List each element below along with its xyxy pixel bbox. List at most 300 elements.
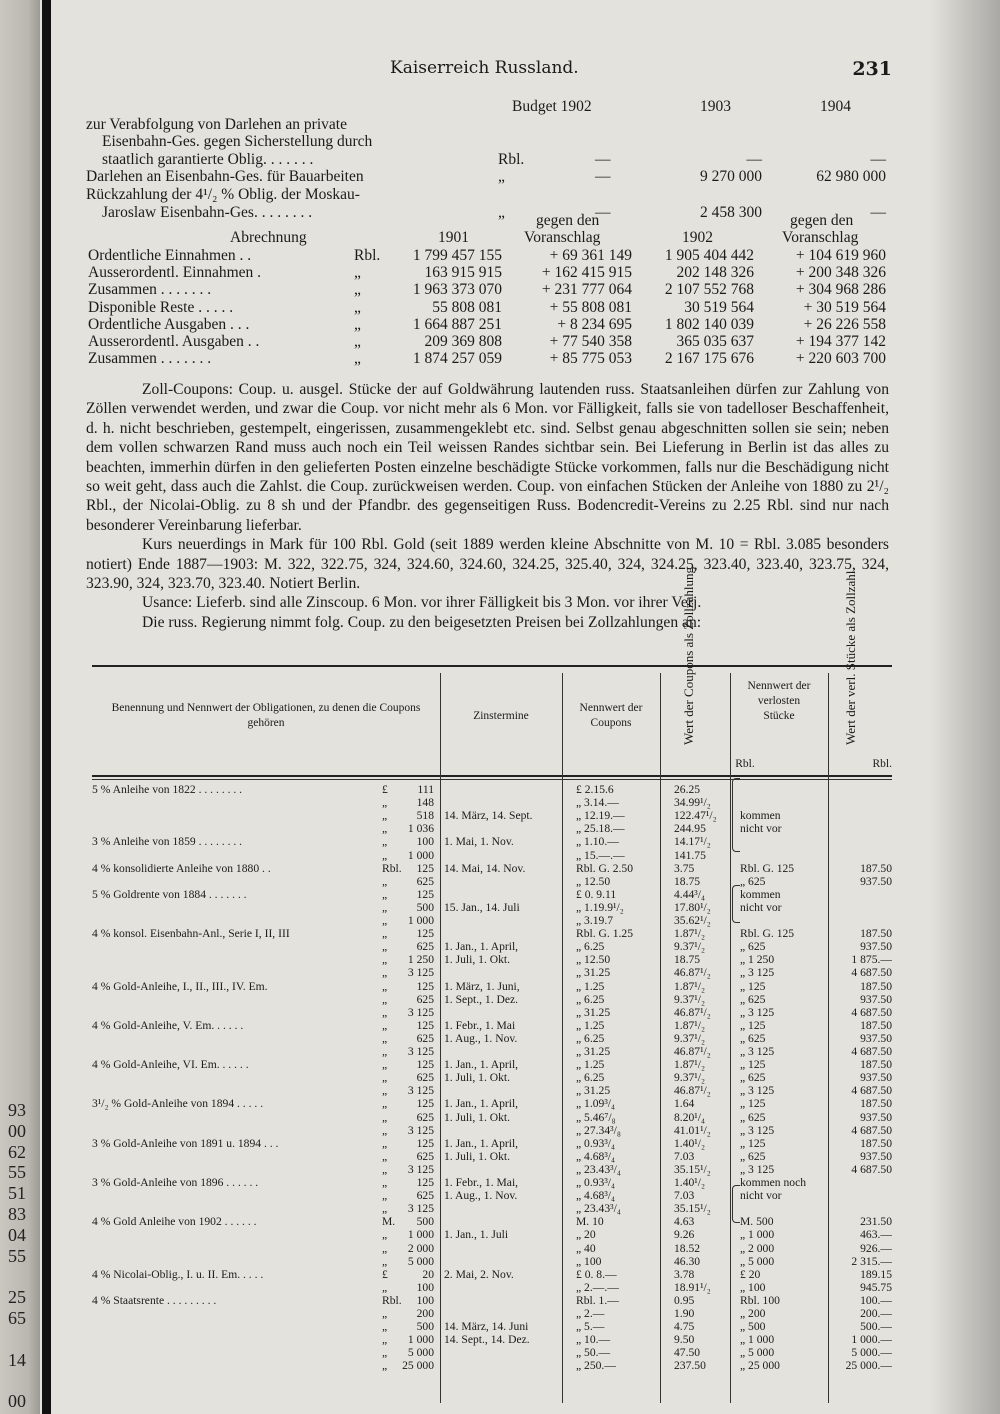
table-row — [92, 863, 892, 875]
budget-row — [60, 151, 930, 169]
cell-wert-zoll: 46.87¹/₂ — [674, 966, 711, 980]
cell-currency: Rbl. — [382, 861, 402, 875]
abrechnung-row-label: Ordentliche Einnahmen . . — [88, 247, 252, 264]
cell-currency: „ — [382, 940, 388, 954]
cell-nennwert-coupon: £ 0. 9.11 — [576, 887, 617, 901]
cell-nennwert-verlost: „ 5 000 — [740, 1254, 775, 1268]
cell-nennwert-oblig: 125 — [416, 1176, 434, 1189]
cell-benennung: 4 % konsolidierte Anleihe von 1880 . . — [92, 861, 271, 875]
gegen2-line-b: Voranschlag — [782, 229, 859, 246]
abrechnung-row-unit: „ — [354, 315, 361, 333]
cell-nennwert-oblig: 125 — [416, 1018, 434, 1032]
cell-nennwert-verlost: „ 1 000 — [740, 1228, 775, 1242]
cell-nennwert-verlost: kommen — [740, 809, 781, 823]
facing-page-strip — [0, 0, 40, 1414]
cell-nennwert-coupon: „ 0.93³/₄ — [576, 1136, 616, 1150]
cell-currency: „ — [382, 992, 388, 1006]
budget-row — [60, 116, 930, 134]
cell-benennung: 3¹/₂ % Gold-Anleihe von 1894 . . . . . — [92, 1097, 264, 1111]
cell-zinstermine: 1. Mai, 1. Nov. — [444, 835, 514, 849]
cell-wert-verl: 2 315.— — [851, 1254, 892, 1268]
cell-nennwert-coupon: „ 10.— — [576, 1333, 611, 1347]
cell-nennwert-oblig: 100 — [416, 835, 434, 849]
margin-number: 93 — [8, 1100, 26, 1120]
abrechnung-row-1901: 1 664 887 251 — [412, 315, 502, 333]
cell-currency: „ — [382, 1333, 388, 1347]
cell-wert-zoll: 14.17¹/₂ — [674, 835, 711, 849]
col-1901: 1901 — [438, 229, 469, 246]
cell-nennwert-oblig: 25 000 — [402, 1359, 434, 1373]
cell-zinstermine: 1. Febr., 1. Mai, — [444, 1176, 519, 1189]
cell-currency: £ — [382, 783, 388, 796]
abrechnung-row-g2: + 30 519 564 — [803, 298, 886, 316]
cell-currency: „ — [382, 1084, 388, 1098]
cell-nennwert-verlost: „ 125 — [740, 1058, 766, 1072]
table-row — [92, 1203, 892, 1215]
cell-nennwert-coupon: „ 1.09³/₄ — [576, 1097, 616, 1111]
margin-number: 83 — [8, 1203, 26, 1224]
cell-wert-zoll: 35.62¹/₂ — [674, 914, 711, 927]
cell-currency: „ — [382, 927, 388, 941]
cell-zinstermine: 1. Juli, 1. Okt. — [444, 1149, 511, 1163]
cell-nennwert-oblig: 148 — [416, 796, 434, 810]
table-row — [92, 1295, 892, 1307]
cell-nennwert-oblig: 125 — [416, 927, 434, 941]
cell-nennwert-oblig: 125 — [416, 979, 434, 993]
table-row — [92, 1033, 892, 1045]
cell-wert-verl: 937.50 — [860, 1149, 892, 1163]
cell-wert-zoll: 141.75 — [674, 848, 706, 862]
cell-nennwert-coupon: „ 2.— — [576, 1307, 605, 1320]
cell-nennwert-coupon: „ 31.25 — [576, 966, 611, 980]
cell-zinstermine: 1. Jan., 1. April, — [444, 1058, 519, 1072]
cell-nennwert-oblig: 625 — [416, 1110, 434, 1124]
cell-nennwert-oblig: 2 000 — [407, 1241, 434, 1255]
table-row — [92, 1125, 892, 1137]
cell-wert-verl: 1 875.— — [851, 953, 892, 967]
abrechnung-row-1901: 55 808 081 — [432, 298, 502, 316]
cell-nennwert-coupon: „ 6.25 — [576, 1031, 605, 1045]
cell-wert-zoll: 9.50 — [674, 1333, 695, 1347]
abrechnung-row-unit: „ — [354, 264, 361, 282]
abrechnung-row-g1: + 162 415 915 — [541, 264, 632, 282]
cell-zinstermine: 14. März, 14. Juni — [444, 1320, 529, 1334]
abrechnung-header-top — [60, 212, 930, 229]
cell-currency: „ — [382, 1071, 388, 1085]
cell-nennwert-coupon: M. 10 — [576, 1215, 604, 1229]
cell-zinstermine: 1. Juli, 1. Okt. — [444, 1071, 511, 1085]
cell-nennwert-verlost: „ 1 250 — [740, 953, 775, 967]
cell-nennwert-oblig: 20 — [422, 1267, 434, 1281]
cell-wert-zoll: 18.75 — [674, 953, 701, 967]
cell-currency: „ — [382, 1228, 388, 1242]
cell-nennwert-oblig: 125 — [416, 887, 434, 901]
cell-zinstermine: 1. Juli, 1. Okt. — [444, 953, 511, 967]
cell-wert-verl: 937.50 — [860, 1110, 892, 1124]
cell-benennung: 3 % Anleihe von 1859 . . . . . . . . — [92, 835, 243, 849]
cell-currency: „ — [382, 1058, 388, 1072]
budget-row-v2: — — [746, 150, 762, 168]
cell-currency: „ — [382, 1359, 388, 1373]
table-row — [92, 967, 892, 979]
cell-nennwert-oblig: 3 125 — [407, 1045, 434, 1058]
cell-zinstermine: 1. Jan., 1. April, — [444, 1136, 519, 1150]
cell-nennwert-oblig: 5 000 — [407, 1346, 434, 1360]
paragraph-regierung: Die russ. Regierung nimmt folg. Coup. zu den beigesetzten Preisen bei Zollzahlungen an: — [142, 613, 702, 631]
cell-currency: „ — [382, 914, 388, 927]
cell-currency: „ — [382, 1045, 388, 1058]
table-row — [92, 1072, 892, 1084]
cell-nennwert-coupon: „ 23.43³/₄ — [576, 1162, 621, 1176]
cell-zinstermine: 1. Jan., 1. Juli — [444, 1228, 509, 1242]
abrechnung-row-unit: „ — [354, 350, 361, 368]
margin-number: 00 — [8, 1120, 26, 1141]
cell-wert-zoll: 237.50 — [674, 1359, 706, 1373]
cell-nennwert-verlost: „ 1 000 — [740, 1333, 775, 1347]
cell-nennwert-coupon: „ 3.14.— — [576, 796, 619, 810]
cell-wert-verl: 926.— — [860, 1241, 892, 1255]
cell-nennwert-coupon: „ 25.18.— — [576, 822, 625, 836]
cell-nennwert-oblig: 111 — [417, 783, 434, 796]
cell-nennwert-coupon: „ 3.19.7 — [576, 914, 614, 927]
abrechnung-row — [60, 316, 930, 333]
cell-wert-zoll: 46.87¹/₂ — [674, 1084, 711, 1098]
zoll-coupons-text — [86, 380, 889, 632]
cell-benennung: 4 % Staatsrente . . . . . . . . . — [92, 1293, 217, 1307]
paragraph-zoll-coupons: Zoll-Coupons: Coup. u. ausgel. Stücke der auf Goldwährung lautenden russ. Staatsanleihen dürfen zur Zahlung von Zöllen verwendet werden, und zwar die Coup. vor nicht mehr als 6 Mon. vor Fälligkeit, falls sie von tadelloser Beschaffenheit, d. h. nicht beschrieben, gestempelt, eingerissen, zusammengeklebt etc. sind. Selbst genau abgeschnitten sollen sie sein; neben dem vollen schwarzen Rand muss auch noch ein Teil weissen Randes sichtbar sein. Bei Lieferung in Berlin ist das alles zu beachten, immerhin dürfen in den gelieferten Posten einzelne beschädigte Stücke vorkommen, falls nur die Beschädigung nicht so weit geht, dass auch die Zahlst. die Coup. zurückweisen werden. Coup. von einfachen Stücken der Anleihe von 1880 zu 2¹/₂ Rbl., der Nicolai-Oblig. zu 8 sh und der Pfandbr. des gegenseitigen Russ. Bodencredit-Vereins zu 2.25 Rbl. sind nur nach besonderer Vereinbarung lieferbar. — [86, 381, 889, 534]
cell-wert-zoll: 18.75 — [674, 874, 701, 888]
cell-currency: „ — [382, 1018, 388, 1032]
margin-number: 55 — [8, 1162, 26, 1183]
budget-row-v1: — — [595, 168, 611, 186]
cell-nennwert-oblig: 500 — [416, 900, 434, 914]
cell-nennwert-coupon: „ 15.—.— — [576, 848, 625, 862]
table-row — [92, 1347, 892, 1359]
table-row — [92, 1112, 892, 1124]
abrechnung-row — [60, 350, 930, 367]
running-head — [60, 58, 940, 82]
cell-wert-verl: 4 687.50 — [851, 1084, 892, 1098]
cell-nennwert-verlost: „ 3 125 — [740, 966, 775, 980]
cell-benennung: 4 % Gold-Anleihe, VI. Em. . . . . . — [92, 1058, 249, 1072]
cell-wert-zoll: 4.63 — [674, 1215, 695, 1229]
cell-currency: „ — [382, 1320, 388, 1334]
cell-nennwert-verlost: M. 500 — [740, 1215, 774, 1229]
cell-nennwert-verlost: „ 625 — [740, 1149, 766, 1163]
table-row — [92, 1098, 892, 1110]
abrechnung-row — [60, 281, 930, 298]
cell-nennwert-coupon: „ 1.10.— — [576, 835, 619, 849]
header-zinstermine: Zinstermine — [473, 710, 529, 722]
budget-header-row — [60, 98, 930, 116]
budget-col-1902: Budget 1902 — [512, 98, 592, 115]
cell-wert-verl: 25 000.— — [845, 1359, 892, 1373]
cell-nennwert-coupon: Rbl. G. 2.50 — [576, 861, 634, 875]
table-row — [92, 1243, 892, 1255]
table-row — [92, 981, 892, 993]
cell-nennwert-oblig: 125 — [416, 1097, 434, 1111]
table-row — [92, 850, 892, 862]
budget-row-text: zur Verabfolgung von Darlehen an private — [86, 115, 347, 133]
cell-nennwert-coupon: Rbl. 1.— — [576, 1293, 619, 1307]
cell-wert-zoll: 34.99¹/₂ — [674, 796, 711, 810]
cell-zinstermine: 1. Jan., 1. April, — [444, 940, 519, 954]
cell-wert-verl: 4 687.50 — [851, 1005, 892, 1019]
budget-row — [60, 133, 930, 151]
budget-row-unit: „ — [498, 203, 505, 221]
cell-nennwert-verlost: Rbl. G. 125 — [740, 861, 795, 875]
abrechnung-row-1901: 1 874 257 059 — [412, 350, 502, 368]
col-1902: 1902 — [682, 229, 713, 246]
cell-zinstermine: 14. Mai, 14. Nov. — [444, 861, 526, 875]
cell-nennwert-oblig: 625 — [416, 874, 434, 888]
cell-nennwert-oblig: 625 — [416, 992, 434, 1006]
cell-wert-zoll: 3.78 — [674, 1267, 695, 1281]
cell-wert-verl: 937.50 — [860, 1031, 892, 1045]
table-row — [92, 823, 892, 835]
cell-nennwert-coupon: „ 12.50 — [576, 953, 611, 967]
abrechnung-row-unit: „ — [354, 298, 361, 316]
cell-currency: „ — [382, 822, 388, 836]
cell-benennung: 5 % Anleihe von 1822 . . . . . . . . — [92, 783, 243, 796]
abrechnung-row-1901: 1 799 457 155 — [412, 247, 502, 264]
cell-currency: „ — [382, 1162, 388, 1176]
cell-nennwert-coupon: „ 31.25 — [576, 1084, 611, 1098]
margin-number — [0, 1370, 30, 1391]
cell-wert-verl: 4 687.50 — [851, 1123, 892, 1137]
paragraph-kurs: Kurs neuerdings in Mark für 100 Rbl. Gold (seit 1889 werden kleine Abschnitte von M. 10 = Rbl. 3.085 besonders notiert) Ende 1887—1903: M. 322, 322.75, 324, 324.60, 324.60, 324.25, 325.40, 324, 324.25, 323.40, 323.40, 323.75, 324, 323.90, 324, 323.70, 323.40. Notiert Berlin. — [86, 536, 889, 593]
cell-wert-zoll: 122.47¹/₂ — [674, 809, 717, 823]
cell-nennwert-coupon: „ 23.43³/₄ — [576, 1202, 621, 1216]
abrechnung-row-g1: + 69 361 149 — [549, 247, 632, 264]
cell-currency: „ — [382, 1189, 388, 1203]
cell-nennwert-oblig: 1 000 — [407, 1333, 434, 1347]
table-row — [92, 876, 892, 888]
abrechnung-row-1901: 1 963 373 070 — [412, 281, 502, 299]
budget-row — [60, 168, 930, 186]
cell-nennwert-coupon: „ 5.— — [576, 1320, 605, 1334]
budget-col-1903: 1903 — [700, 98, 731, 115]
abrechnung-row — [60, 299, 930, 316]
cell-nennwert-coupon: „ 6.25 — [576, 940, 605, 954]
cell-nennwert-verlost: „ 625 — [740, 874, 766, 888]
budget-row-v1: — — [595, 203, 611, 221]
table-row — [92, 1151, 892, 1163]
cell-nennwert-coupon: „ 12.50 — [576, 874, 611, 888]
table-row — [92, 1308, 892, 1320]
abrechnung-row-1902: 1 905 404 442 — [664, 247, 754, 264]
cell-wert-zoll: 47.50 — [674, 1346, 701, 1360]
table-row — [92, 1282, 892, 1294]
cell-nennwert-oblig: 3 125 — [407, 1005, 434, 1019]
cell-nennwert-coupon: „ 6.25 — [576, 992, 605, 1006]
cell-currency: £ — [382, 1267, 388, 1281]
cell-wert-zoll: 1.87¹/₂ — [674, 1018, 706, 1032]
cell-benennung: 4 % Gold Anleihe von 1902 . . . . . . — [92, 1215, 257, 1229]
margin-number — [0, 1329, 30, 1350]
cell-wert-zoll: 18.52 — [674, 1241, 701, 1255]
gegen1-line-b: Voranschlag — [524, 229, 601, 246]
cell-nennwert-verlost: „ 500 — [740, 1320, 766, 1334]
cell-nennwert-verlost: „ 3 125 — [740, 1162, 775, 1176]
cell-wert-zoll: 4.75 — [674, 1320, 695, 1334]
cell-nennwert-coupon: „ 12.19.— — [576, 809, 625, 823]
cell-nennwert-coupon: „ 2.—.— — [576, 1280, 619, 1294]
cell-nennwert-verlost: „ 125 — [740, 1136, 766, 1150]
cell-wert-zoll: 9.37¹/₂ — [674, 1071, 706, 1085]
cell-currency: „ — [382, 966, 388, 980]
abrechnung-row-g1: + 77 540 358 — [549, 332, 632, 350]
cell-wert-zoll: 9.26 — [674, 1228, 695, 1242]
cell-nennwert-oblig: 1 000 — [407, 1228, 434, 1242]
cell-nennwert-verlost: „ 3 125 — [740, 1005, 775, 1019]
budget-col-1904: 1904 — [820, 98, 851, 115]
gegen1-line-a: gegen den — [536, 212, 600, 229]
abrechnung-row-g2: + 304 968 286 — [795, 281, 886, 299]
cell-wert-verl: 187.50 — [860, 1018, 892, 1032]
cell-benennung: 3 % Gold-Anleihe von 1896 . . . . . . — [92, 1176, 259, 1189]
cell-wert-zoll: 1.40¹/₂ — [674, 1136, 706, 1150]
cell-nennwert-oblig: 100 — [416, 1293, 434, 1307]
cell-nennwert-coupon: „ 5.46⁷/₈ — [576, 1110, 616, 1124]
cell-nennwert-verlost: „ 625 — [740, 992, 766, 1006]
abrechnung-row-g1: + 231 777 064 — [541, 281, 632, 299]
cell-nennwert-oblig: 625 — [416, 1149, 434, 1163]
abrechnung-row — [60, 264, 930, 281]
cell-nennwert-verlost: Rbl. 100 — [740, 1293, 780, 1307]
cell-benennung: 4 % Nicolai-Oblig., I. u. II. Em. . . . . — [92, 1267, 264, 1281]
budget-row-v3: — — [870, 203, 886, 221]
table-row — [92, 1190, 892, 1202]
abrechnung-row-g1: + 8 234 695 — [557, 315, 632, 333]
abrechnung-row — [60, 333, 930, 350]
cell-wert-zoll: 46.87¹/₂ — [674, 1005, 711, 1019]
cell-nennwert-coupon: „ 1.25 — [576, 1058, 605, 1072]
cell-nennwert-verlost: „ 625 — [740, 940, 766, 954]
cell-wert-zoll: 46.87¹/₂ — [674, 1045, 711, 1058]
cell-nennwert-coupon: „ 31.25 — [576, 1005, 611, 1019]
header-nennwert-verlost: Nennwert der verlosten Stücke — [747, 680, 811, 722]
brace-1896 — [732, 1185, 740, 1223]
cell-wert-verl: 937.50 — [860, 940, 892, 954]
cell-nennwert-oblig: 500 — [416, 1320, 434, 1334]
cell-currency: „ — [382, 979, 388, 993]
cell-zinstermine: 1. Sept., 1. Dez. — [444, 992, 519, 1006]
table-row — [92, 1321, 892, 1333]
cell-wert-verl: 189.15 — [860, 1267, 892, 1281]
cell-wert-verl: 4 687.50 — [851, 1045, 892, 1058]
budget-block — [60, 98, 930, 221]
table-row — [92, 1269, 892, 1281]
cell-wert-verl: 500.— — [860, 1320, 892, 1334]
cell-zinstermine: 1. Juli, 1. Okt. — [444, 1110, 511, 1124]
cell-nennwert-coupon: „ 250.— — [576, 1359, 616, 1373]
cell-benennung: 3 % Gold-Anleihe von 1891 u. 1894 . . . — [92, 1136, 279, 1150]
cell-wert-zoll: 26.25 — [674, 783, 701, 796]
abrechnung-row-1902: 202 148 326 — [676, 264, 754, 282]
cell-nennwert-oblig: 1 000 — [407, 914, 434, 927]
cell-nennwert-coupon: „ 1.25 — [576, 979, 605, 993]
cell-wert-verl: 1 000.— — [851, 1333, 892, 1347]
table-row — [92, 810, 892, 822]
margin-number: 25 — [8, 1287, 26, 1308]
cell-nennwert-oblig: 3 125 — [407, 1084, 434, 1098]
cell-wert-zoll: 9.37¹/₂ — [674, 940, 706, 954]
cell-nennwert-coupon: „ 20 — [576, 1228, 596, 1242]
cell-nennwert-oblig: 125 — [416, 861, 434, 875]
cell-benennung: 4 % konsol. Eisenbahn-Anl., Serie I, II, III — [92, 927, 290, 941]
margin-number: 62 — [8, 1141, 26, 1162]
header-benennung: Benennung und Nennwert der Obligationen, zu denen die Coupons gehören — [111, 702, 421, 729]
cell-nennwert-oblig: 1 250 — [407, 953, 434, 967]
table-header-rule — [92, 775, 892, 777]
cell-nennwert-verlost: „ 125 — [740, 1097, 766, 1111]
cell-nennwert-verlost: „ 3 125 — [740, 1123, 775, 1137]
cell-currency: „ — [382, 1031, 388, 1045]
cell-nennwert-verlost: „ 125 — [740, 1018, 766, 1032]
cell-wert-zoll: 1.87¹/₂ — [674, 1058, 706, 1072]
cell-nennwert-oblig: 100 — [416, 1280, 434, 1294]
cell-wert-verl: 187.50 — [860, 1058, 892, 1072]
budget-row-unit: „ — [498, 168, 505, 186]
abrechnung-row-label: Ordentliche Ausgaben . . . — [88, 315, 250, 333]
abrechnung-row-unit: „ — [354, 281, 361, 299]
cell-wert-verl: 463.— — [860, 1228, 892, 1242]
cell-nennwert-oblig: 125 — [416, 1058, 434, 1072]
table-row — [92, 1256, 892, 1268]
table-row — [92, 1059, 892, 1071]
cell-currency: „ — [382, 809, 388, 823]
cell-zinstermine: 15. Jan., 14. Juli — [444, 900, 520, 914]
cell-nennwert-verlost: £ 20 — [740, 1267, 761, 1281]
cell-benennung: 4 % Gold-Anleihe, V. Em. . . . . . — [92, 1018, 244, 1032]
table-row — [92, 889, 892, 901]
table-row — [92, 915, 892, 927]
budget-row-text: Rückzahlung der 4¹/₂ % Oblig. der Moskau- — [86, 185, 360, 203]
table-top-rule — [92, 665, 892, 667]
cell-nennwert-verlost: „ 2 000 — [740, 1241, 775, 1255]
page-number: 231 — [852, 58, 892, 80]
cell-nennwert-verlost: kommen noch — [740, 1176, 807, 1189]
abrechnung-row-1902: 1 802 140 039 — [664, 315, 754, 333]
cell-nennwert-verlost: „ 625 — [740, 1110, 766, 1124]
cell-nennwert-verlost: „ 200 — [740, 1307, 766, 1320]
abrechnung-row-1902: 365 035 637 — [676, 332, 754, 350]
margin-number: 51 — [8, 1183, 26, 1204]
abrechnung-row-g1: + 85 775 053 — [549, 350, 632, 368]
budget-row-text: Eisenbahn-Ges. gegen Sicherstellung durch — [102, 133, 373, 151]
margin-number: 65 — [8, 1307, 26, 1328]
cell-nennwert-verlost: kommen — [740, 887, 781, 901]
cell-nennwert-verlost: nicht vor — [740, 822, 782, 836]
page-edge-shadow — [930, 0, 1000, 1414]
cell-wert-verl: 200.— — [860, 1307, 892, 1320]
abrechnung-header-bottom — [60, 229, 930, 247]
cell-currency: „ — [382, 953, 388, 967]
cell-nennwert-coupon: „ 4.68³/₄ — [576, 1189, 616, 1203]
table-header-rule-2 — [92, 779, 892, 780]
cell-nennwert-verlost: „ 5 000 — [740, 1346, 775, 1360]
table-row — [92, 941, 892, 953]
abrechnung-row-label: Ausserordentl. Einnahmen . — [88, 264, 262, 282]
cell-wert-verl: 5 000.— — [851, 1346, 892, 1360]
cell-nennwert-oblig: 1 036 — [407, 822, 434, 836]
table-row — [92, 797, 892, 809]
cell-zinstermine: 1. Aug., 1. Nov. — [444, 1031, 518, 1045]
budget-row-unit: Rbl. — [498, 150, 525, 168]
table-row — [92, 1007, 892, 1019]
cell-wert-zoll: 9.37¹/₂ — [674, 1031, 706, 1045]
